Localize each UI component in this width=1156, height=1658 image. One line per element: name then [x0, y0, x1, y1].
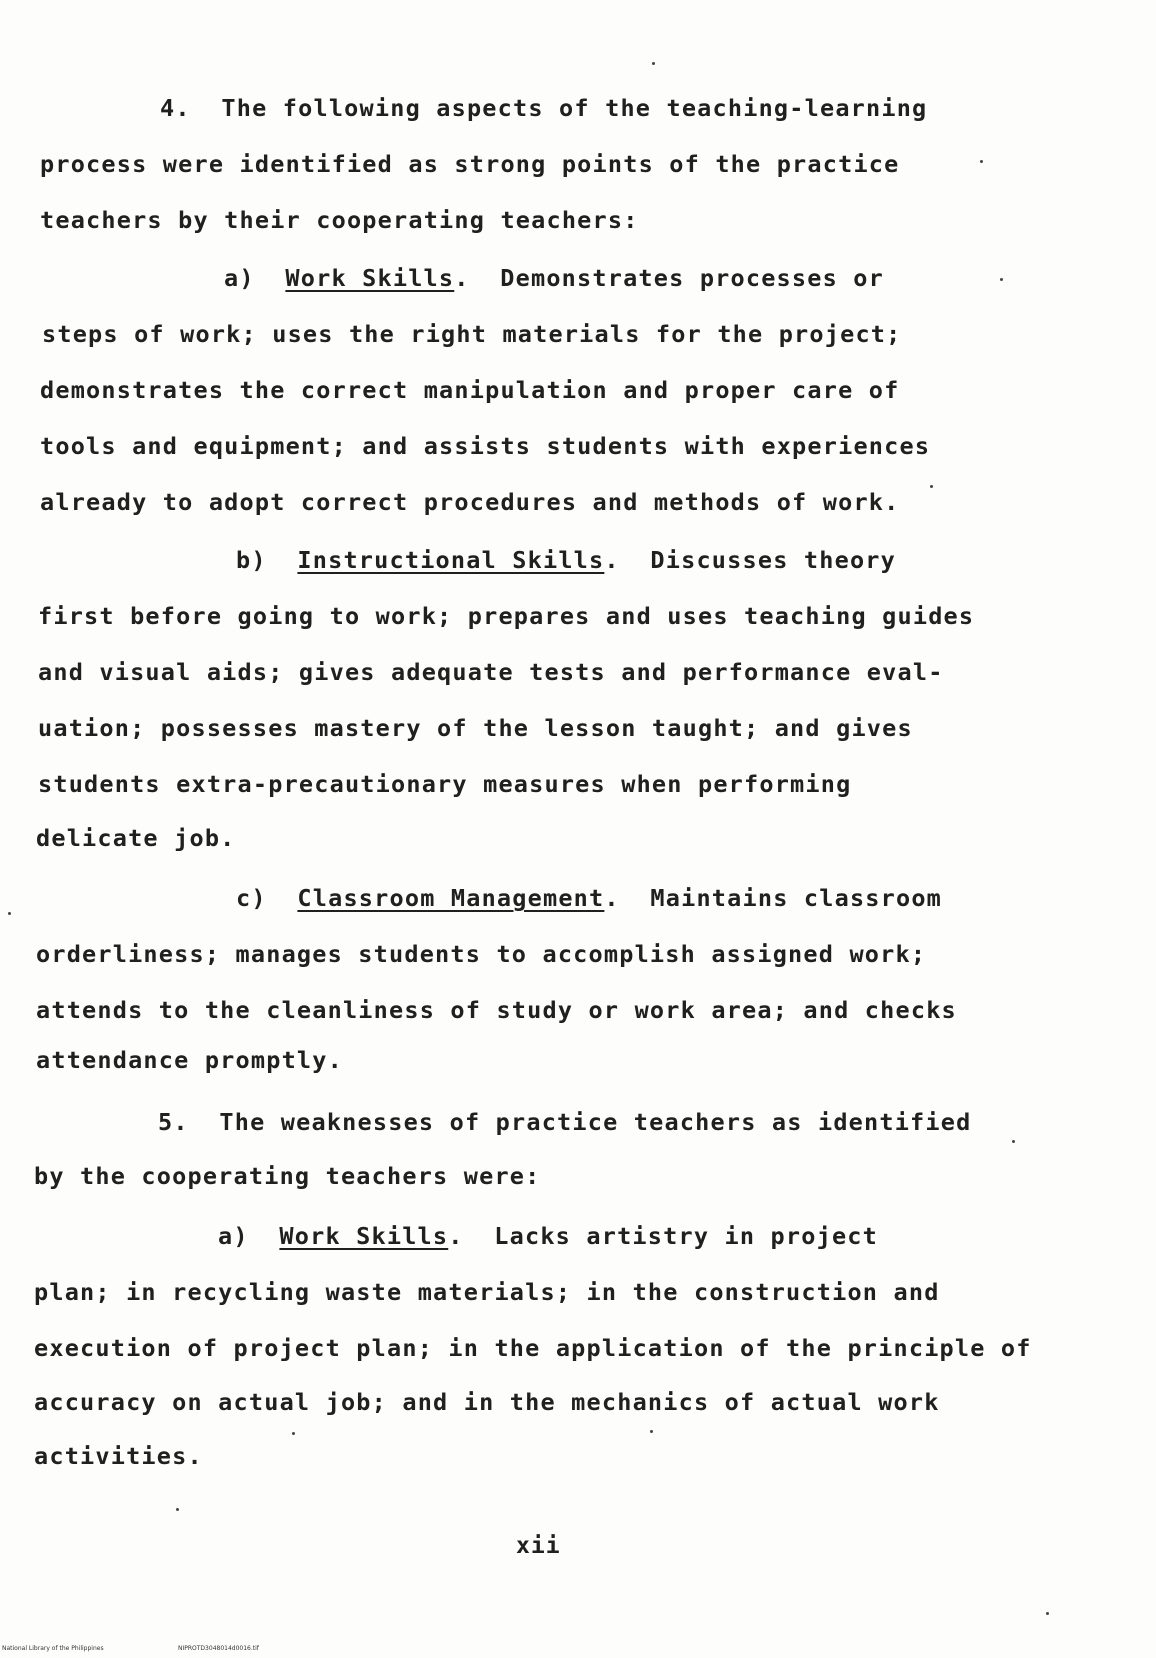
item4a-heading: Work Skills: [285, 264, 455, 292]
item5a-heading: Work Skills: [279, 1222, 449, 1250]
item4b-heading: Instructional Skills: [297, 546, 605, 574]
item4c-heading: Classroom Management: [297, 884, 605, 912]
scan-speck: [930, 485, 933, 488]
item5a-marker: a): [218, 1222, 249, 1250]
page-number: xii: [516, 1533, 561, 1559]
item4b-line3: and visual aids; gives adequate tests and performance eval-: [38, 658, 944, 686]
item4b-marker: b): [236, 546, 267, 574]
item4c-line4: attendance promptly.: [36, 1046, 343, 1074]
item4a-line1: [224, 264, 884, 292]
item5a-after-heading: . Lacks artistry in project: [448, 1222, 878, 1250]
scan-speck: [1000, 278, 1003, 281]
item4-line2: process were identified as strong points of the practice: [40, 150, 900, 178]
item4c-line2: orderliness; manages students to accomplish assigned work;: [36, 940, 927, 968]
scan-speck: [650, 1430, 653, 1433]
item4a-after-heading: . Demonstrates processes or: [454, 264, 884, 292]
item4a-marker: a): [224, 264, 255, 292]
scan-speck: [980, 160, 983, 163]
scan-speck: [292, 1432, 295, 1435]
item5-line1: 5. The weaknesses of practice teachers as identified: [158, 1108, 972, 1136]
item5a-line4: accuracy on actual job; and in the mechanics of actual work: [34, 1388, 940, 1416]
item4-line3: teachers by their cooperating teachers:: [40, 206, 639, 234]
item4c-line3: attends to the cleanliness of study or work area; and checks: [36, 996, 957, 1024]
item4c-line1: [236, 884, 942, 912]
scan-speck: [176, 1508, 179, 1511]
item4a-line2: steps of work; uses the right materials for the project;: [42, 320, 902, 348]
item4b-line5: students extra-precautionary measures when performing: [38, 770, 852, 798]
item4c-marker: c): [236, 884, 267, 912]
item5a-line5: activities.: [34, 1442, 203, 1470]
item4a-line3: demonstrates the correct manipulation and proper care of: [40, 376, 900, 404]
item5a-line2: plan; in recycling waste materials; in the construction and: [34, 1278, 940, 1306]
item5a-line1: [218, 1222, 878, 1250]
item4a-line5: already to adopt correct procedures and methods of work.: [40, 488, 900, 516]
item4a-line4: tools and equipment; and assists students with experiences: [40, 432, 931, 460]
item4b-line2: first before going to work; prepares and uses teaching guides: [38, 602, 975, 630]
item4b-after-heading: . Discusses theory: [604, 546, 896, 574]
scan-speck: [8, 912, 11, 915]
item4b-line1: [236, 546, 896, 574]
scan-speck: [1046, 1612, 1049, 1615]
item4c-after-heading: . Maintains classroom: [604, 884, 943, 912]
scan-speck: [1012, 1140, 1015, 1143]
item4-line1: 4. The following aspects of the teaching-learning: [160, 94, 928, 122]
footer-library: National Library of the Philippines: [2, 1645, 104, 1652]
item5a-line3: execution of project plan; in the application of the principle of: [34, 1334, 1032, 1362]
item5-line2: by the cooperating teachers were:: [34, 1162, 541, 1190]
footer-file-id: NIPROTD3048014d0016.tif: [178, 1645, 259, 1652]
scan-speck: [652, 62, 655, 65]
item4b-line6: delicate job.: [36, 824, 236, 852]
item4b-line4: uation; possesses mastery of the lesson taught; and gives: [38, 714, 913, 742]
